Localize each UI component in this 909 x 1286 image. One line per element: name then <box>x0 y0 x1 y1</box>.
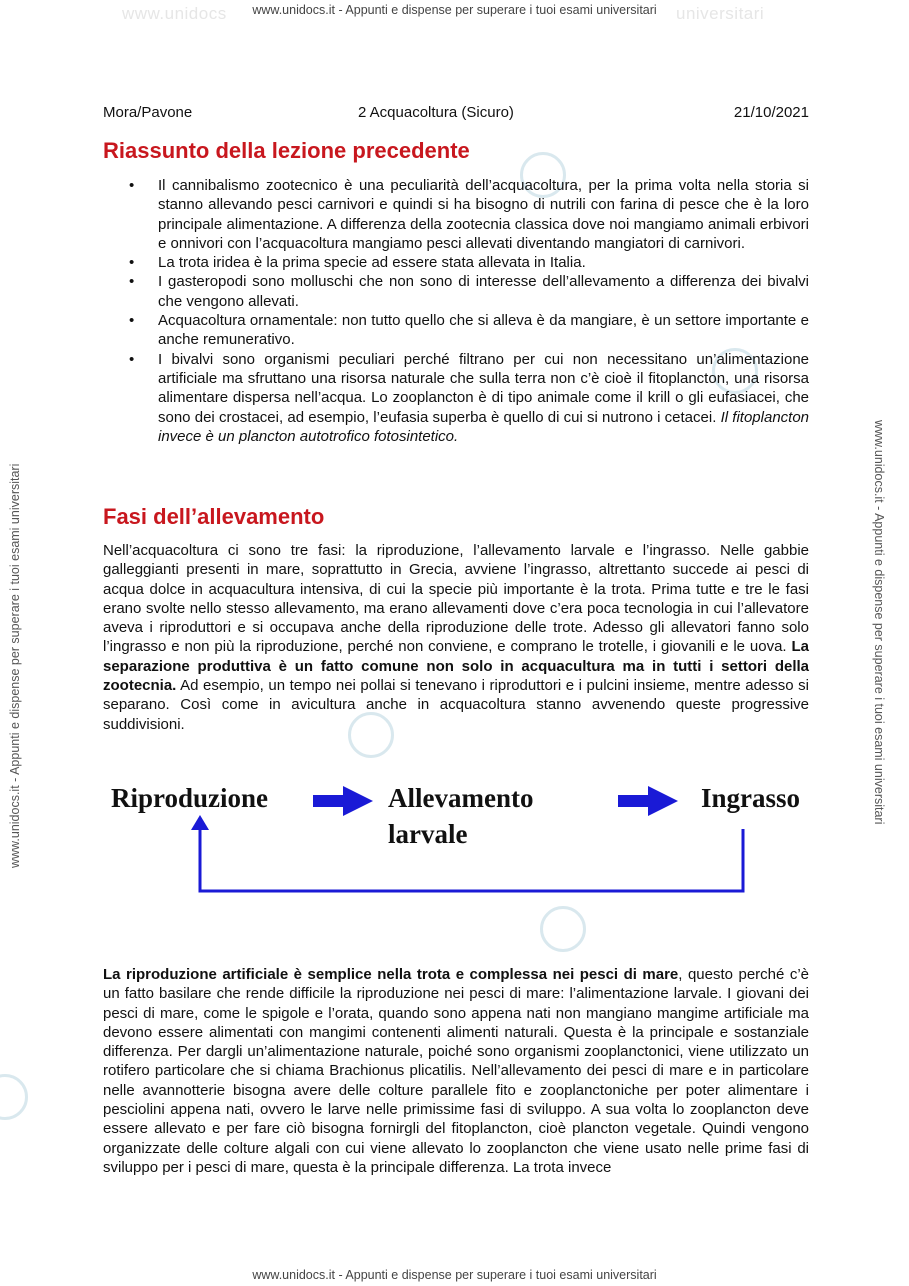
phase-allevamento-line2: larvale <box>388 819 468 849</box>
list-item: • I gasteropodi sono molluschi che non sono di interesse dell’allevamento a differenza dei bivalvi che vengono allevati. <box>103 272 809 311</box>
arrow-up-icon <box>191 815 209 830</box>
phase-riproduzione: Riproduzione <box>111 783 269 813</box>
phase-allevamento-larvale <box>388 780 533 852</box>
reproduction-text: , questo perché c’è un fatto basilare che rende difficile la riproduzione nei pesci di mare: l’alimentazione larvale. I giovani dei pesci di mare, come le spigole e l’orata, quando sono appena nati non mangiano mangime artificiale ma devono essere alimentati con mangimi contenenti alimenti naturali. Questa è la principale e sostanziale differenza. Per dargli un’alimentazione naturale, poiché sono organismi zooplanctonici, viene utilizzato un rotifero particolare che si chiama Brachionus plicatilis. Nell’allevamento dei pesci di mare e in particolare nelle avannotterie bisogna avere delle colture parallele fito e zooplanctoniche per poter alimentare i pesciolini appena nati, ovvero le larve nelle primissime fasi di sviluppo. A sua volta lo zooplancton deve essere allevato e per fare ciò bisogna fornirgli del fitoplancton, cioè plancton vegetale. Quindi vengono organizzate delle colture algali con cui viene allevato lo zooplancton che viene usato nelle prime fasi di sviluppo per i pesci di mare, questa è la principale differenza. La trota invece <box>103 966 810 1176</box>
watermark-bottom: www.unidocs.it - Appunti e dispense per superare i tuoi esami universitari <box>252 1268 657 1282</box>
phases-text-end: Ad esempio, un tempo nei pollai si tenevano i riproduttori e i pulcini insieme, mentre adesso si separano. Così come in avicultura anche in acquacoltura stanno avvenendo queste progressive suddivisioni. <box>103 677 809 733</box>
list-item: • Il cannibalismo zootecnico è una peculiarità dell’acquacoltura, per la prima volta nella storia si stanno allevando pesci carnivori e quindi si ha bisogno di nutrili con farina di pesce che è la loro principale alimentazione. A differenza della zootecnia classica dove noi mangiamo animali erbivori e onnivori con l’acquacoltura mangiamo pesci allevati diventando mangiatori di carnivori. <box>103 176 809 253</box>
reproduction-paragraph <box>103 965 809 1177</box>
header-authors: Mora/Pavone <box>103 104 193 121</box>
phases-key-sentence: La separazione produttiva è un fatto comune non solo in acquacultura ma in tutti i settori della zootecnia. <box>103 638 810 695</box>
phase-ingrasso: Ingrasso <box>701 783 801 813</box>
fitoplancton-note: Il fitoplancton invece è un plancton autotrofico fotosintetico. <box>158 408 810 445</box>
list-item <box>103 350 809 446</box>
section-title-phases: Fasi dell’allevamento <box>103 504 325 529</box>
watermark-left: www.unidocs.it - Appunti e dispense per superare i tuoi esami universitari <box>8 463 22 868</box>
watermark-logo-icon <box>540 906 586 952</box>
phases-text: Nell’acquacoltura ci sono tre fasi: la riproduzione, l’allevamento larvale e l’ingrasso. Nelle gabbie galleggianti presenti in mare, soprattutto in Grecia, avviene l’ingrasso, altrettanto succede ai pesci di acqua dolce in acquacultura intensiva, di cui la specie più importante è la trota. Prima tutte e tre le fasi erano svolte nello stesso allevamento, ma erano allevamenti dove c’era poca tecnologia in cui l’allevatore aveva i riproduttori e si occupava anche della riproduzione delle trote. Adesso gli allevatori fanno solo l’ingrasso e non più la riproduzione, perché non conviene, e comprano le trotelle, i giovanili e le uova. <box>103 542 809 656</box>
header-course: 2 Acquacoltura (Sicuro) <box>358 104 514 121</box>
watermark-right: www.unidocs.it - Appunti e dispense per superare i tuoi esami universitari <box>872 420 886 825</box>
phase-allevamento-line1: Allevamento <box>388 783 534 813</box>
section-title-summary: Riassunto della lezione precedente <box>103 138 470 163</box>
header-date: 21/10/2021 <box>733 104 809 121</box>
watermark-ghost-left: www.unidocs <box>122 4 227 23</box>
summary-list <box>103 176 809 446</box>
arrow-right-icon <box>618 786 678 816</box>
watermark-ghost-right: universitari <box>676 4 765 23</box>
arrow-right-icon <box>313 786 373 816</box>
watermark-top: www.unidocs.it - Appunti e dispense per superare i tuoi esami universitari <box>252 3 657 17</box>
watermark-logo-icon <box>0 1074 28 1120</box>
phases-paragraph <box>103 541 809 734</box>
phases-diagram <box>103 774 823 904</box>
list-item: • La trota iridea è la prima specie ad essere stata allevata in Italia. <box>103 253 809 272</box>
list-item: • Acquacoltura ornamentale: non tutto quello che si alleva è da mangiare, è un settore importante e anche remunerativo. <box>103 311 809 350</box>
bivalvi-text: I bivalvi sono organismi peculiari perché filtrano per cui non necessitano un’alimentazione artificiale ma sfruttano una risorsa naturale che sulla terra non c’è cioè il fitoplancton, una risorsa alimentare dispersa nell’acqua. Lo zooplancton è di tipo animale come il krill o gli eufasiacei, che sono dei crostacei, ad esempio, l’eufasia superba è quello di cui si nutrono i cetacei. <box>158 350 809 426</box>
reproduction-key-sentence: La riproduzione artificiale è semplice nella trota e complessa nei pesci di mare <box>103 966 679 983</box>
